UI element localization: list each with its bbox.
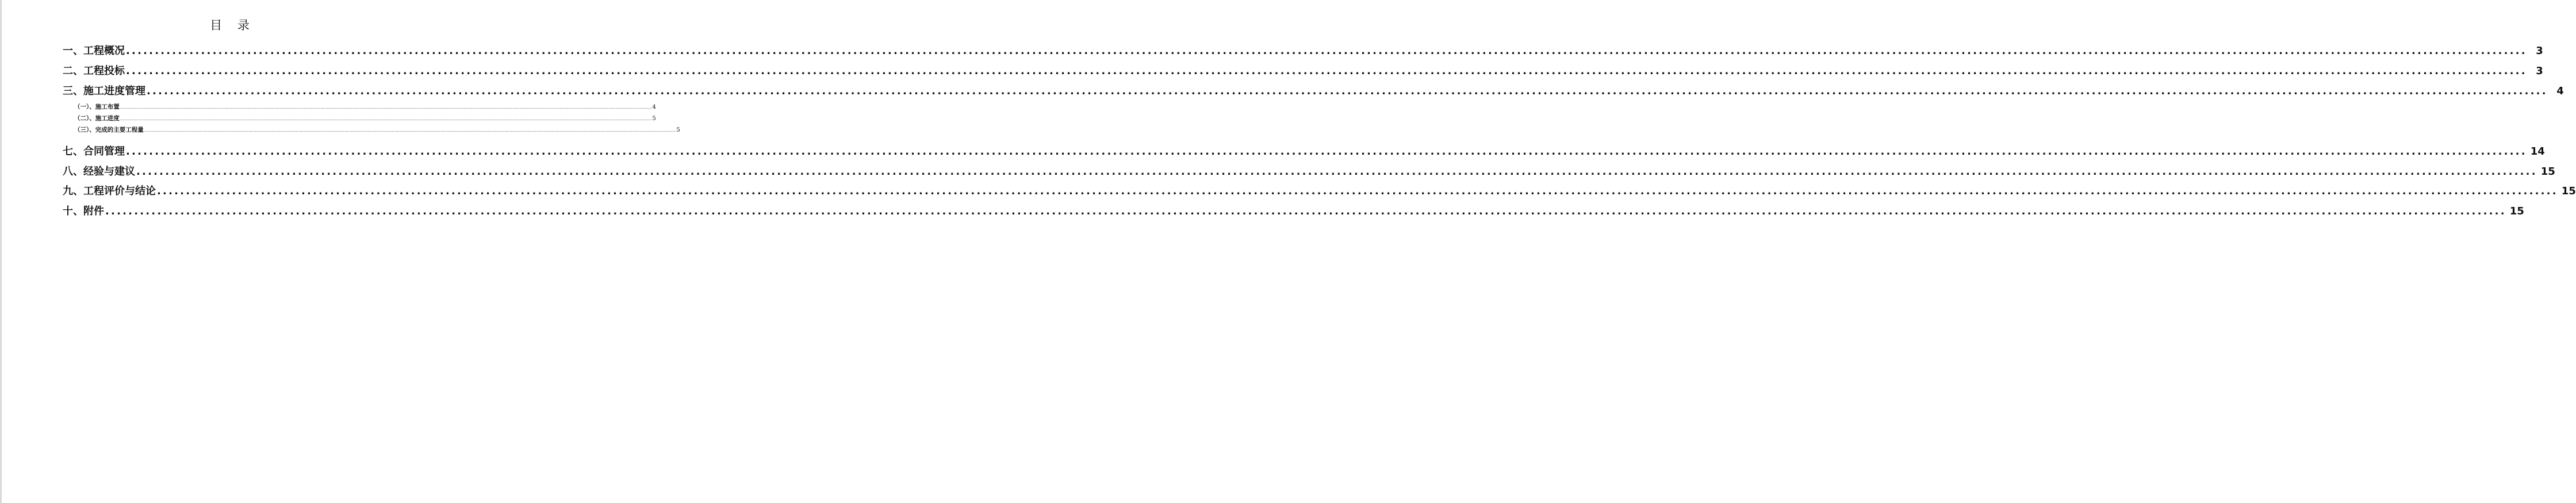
toc-page-number: 14 <box>2530 145 2545 158</box>
document-page <box>2 0 2576 503</box>
toc-entry[interactable] <box>63 143 2545 158</box>
toc-page-number: 3 <box>2536 65 2543 77</box>
toc-leader-dots: ................................................................................................................................................................................................................................................................................................................................................................................................................................ <box>126 145 2527 158</box>
toc-subentry[interactable] <box>74 114 656 122</box>
toc-leader-dots: ................................................................................................................................................................................................................................................................................................................................................................................................................................ <box>105 205 2506 217</box>
toc-entry[interactable] <box>63 163 2555 178</box>
toc-entry-label: 十、附件 <box>63 205 104 217</box>
toc-leader-dots: ................................................................................................................................................................................................................................................................................................................................................................................................................................ <box>157 185 2558 197</box>
toc-leader-dots: ................................................................................................................................................................................................................................................................................................................................................................................................................................ <box>119 105 652 110</box>
toc-entry[interactable] <box>63 43 2543 57</box>
toc-entry-label: 八、经验与建议 <box>63 166 135 178</box>
toc-page-number: 15 <box>2561 185 2576 197</box>
toc-page-number: 3 <box>2536 45 2543 57</box>
toc-leader-dots: ................................................................................................................................................................................................................................................................................................................................................................................................................................ <box>147 85 2548 97</box>
toc-entry-label: 九、工程评价与结论 <box>63 185 156 197</box>
toc-entry-label: 一、工程概况 <box>63 45 125 57</box>
toc-entry[interactable] <box>63 63 2543 78</box>
toc-entry-label: （三）、完成的主要工程量 <box>74 126 144 133</box>
toc-subentry[interactable] <box>74 102 656 111</box>
toc-leader-dots: ................................................................................................................................................................................................................................................................................................................................................................................................................................ <box>119 117 652 121</box>
toc-entry-label: （一）、施工布置 <box>74 103 120 110</box>
toc-entry[interactable] <box>63 183 2576 198</box>
toc-page-number: 5 <box>676 127 680 133</box>
page-title: 目 录 <box>210 18 255 32</box>
toc-page-number: 4 <box>2556 85 2564 97</box>
toc-entry-label: 二、工程投标 <box>63 65 125 77</box>
toc-leader-dots: ................................................................................................................................................................................................................................................................................................................................................................................................................................ <box>136 166 2537 178</box>
toc-page-number: 15 <box>2540 166 2555 178</box>
toc-subentry[interactable] <box>74 125 680 134</box>
toc-leader-dots: ................................................................................................................................................................................................................................................................................................................................................................................................................................ <box>126 45 2527 57</box>
toc-leader-dots: ................................................................................................................................................................................................................................................................................................................................................................................................................................ <box>126 65 2527 77</box>
toc-leader-dots: ................................................................................................................................................................................................................................................................................................................................................................................................................................ <box>143 128 676 133</box>
toc-page-number: 5 <box>652 116 656 122</box>
toc-entry-label: （二）、施工进度 <box>74 115 120 122</box>
toc-entry-label: 三、施工进度管理 <box>63 85 145 97</box>
toc-page-number: 4 <box>652 104 656 110</box>
toc-page-number: 15 <box>2509 205 2524 217</box>
toc-entry[interactable] <box>63 83 2564 98</box>
toc-entry[interactable] <box>63 203 2524 218</box>
toc-entry-label: 七、合同管理 <box>63 145 125 158</box>
